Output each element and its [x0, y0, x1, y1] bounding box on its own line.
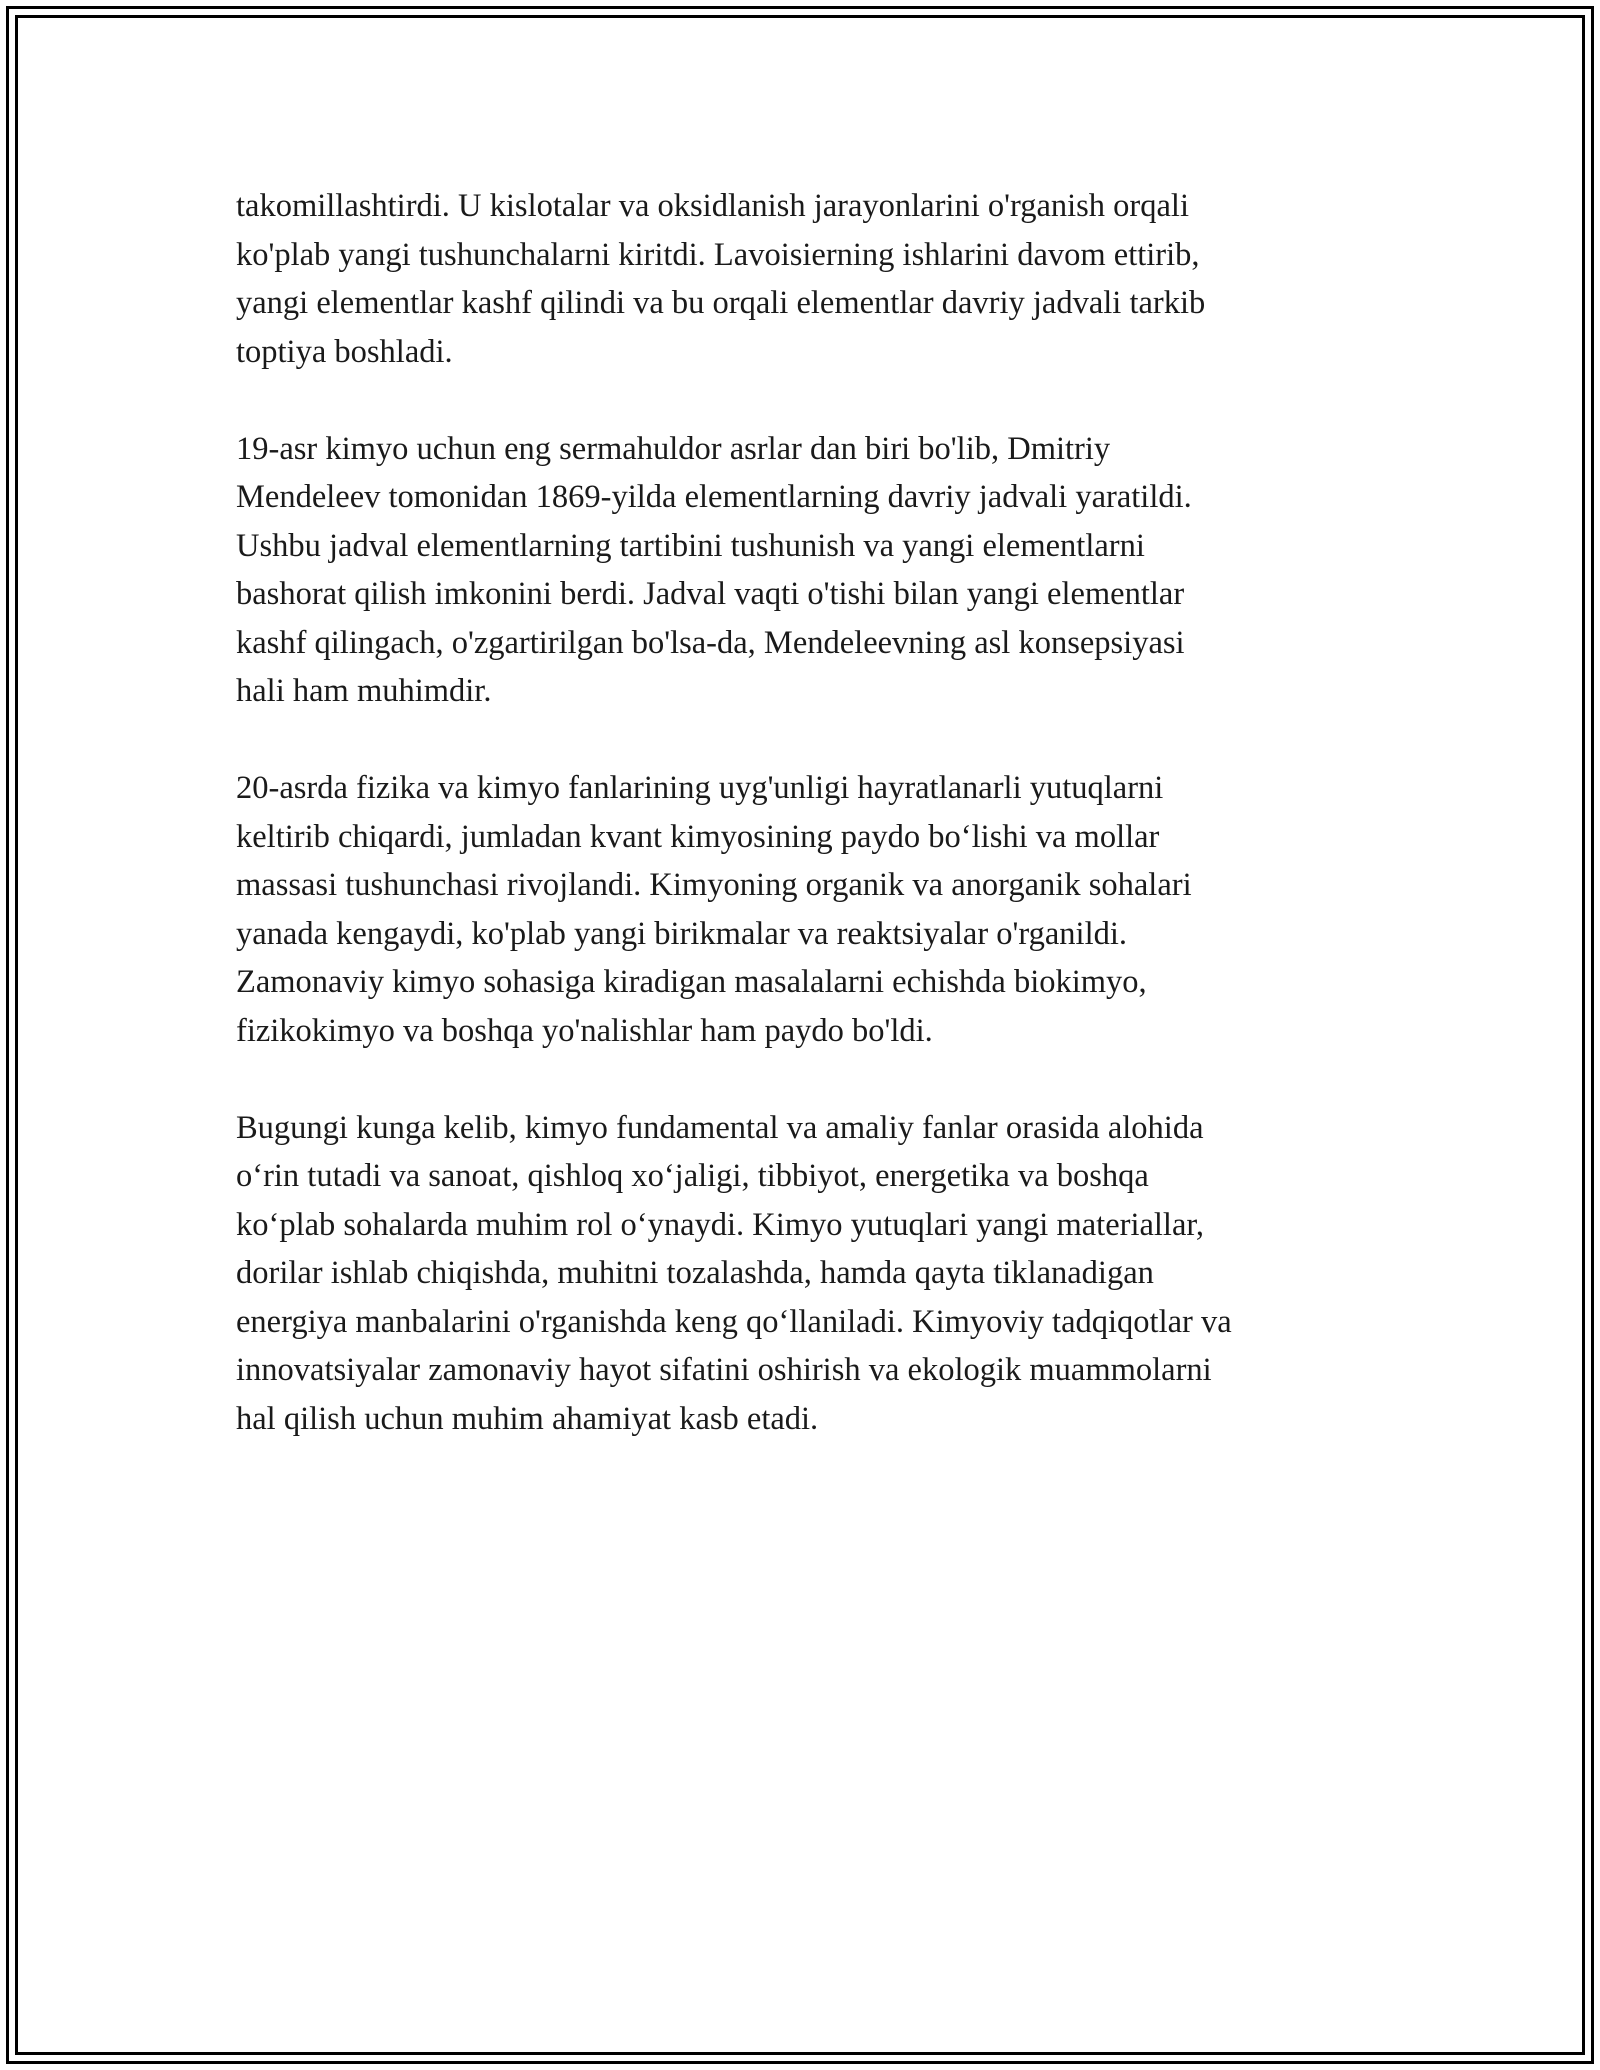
document-body [236, 182, 1376, 1443]
paragraph-4: Bugungi kunga kelib, kimyo fundamental va amaliy fanlar orasida alohida o‘rin tutadi va sanoat, qishloq xo‘jaligi, tibbiyot, energetika va boshqa ko‘plab sohalarda muhim rol o‘ynaydi. Kimyo yutuqlari yangi materiallar, dorilar ishlab chiqishda, muhitni tozalashda, hamda qayta tiklanadigan energiya manbalarini o'rganishda keng qo‘llaniladi. Kimyoviy tadqiqotlar va innovatsiyalar zamonaviy hayot sifatini oshirish va ekologik muammolarni hal qilish uchun muhim ahamiyat kasb etadi. [236, 1109, 1232, 1437]
paragraph-1: takomillashtirdi. U kislotalar va oksidlanish jarayonlarini o'rganish orqali ko'plab yangi tushunchalarni kiritdi. Lavoisierning ishlarini davom ettirib, yangi elementlar kashf qilindi va bu orqali elementlar davriy jadvali tarkib toptiya boshladi. [236, 188, 1206, 370]
paragraph-3: 20-asrda fizika va kimyo fanlarining uyg'unligi hayratlanarli yutuqlarni keltirib chiqardi, jumladan kvant kimyosining paydo bo‘lishi va mollar massasi tushunchasi rivojlandi. Kimyoning organik va anorganik sohalari yanada kengaydi, ko'plab yangi birikmalar va reaktsiyalar o'rganildi. Zamonaviy kimyo sohasiga kiradigan masalalarni echishda biokimyo, fizikokimyo va boshqa yo'nalishlar ham paydo bo'ldi. [236, 770, 1192, 1049]
paragraph-2: 19-asr kimyo uchun eng sermahuldor asrlar dan biri bo'lib, Dmitriy Mendeleev tomonidan 1869-yilda elementlarning davriy jadvali yaratildi. Ushbu jadval elementlarning tartibini tushunish va yangi elementlarni bashorat qilish imkonini berdi. Jadval vaqti o'tishi bilan yangi elementlar kashf qilingach, o'zgartirilgan bo'lsa-da, Mendeleevning asl konsepsiyasi hali ham muhimdir. [236, 430, 1192, 709]
